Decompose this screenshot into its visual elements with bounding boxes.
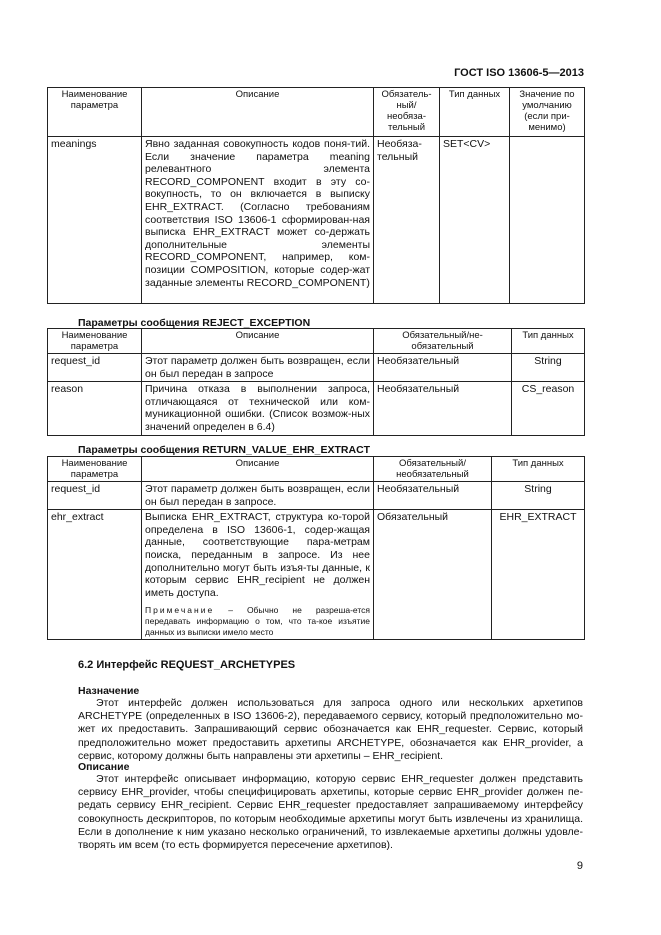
param-name: meanings [48, 137, 142, 304]
column-header: Тип данных [512, 329, 585, 354]
column-header: Описание [142, 457, 374, 482]
param-name: request_id [48, 354, 142, 382]
column-header: Тип данных [440, 88, 510, 137]
column-header: Наименование параметра [48, 329, 142, 354]
purpose-text: Этот интерфейс должен использоваться для запроса одного или нескольких архетипов ARCHETYPE (определенных в ISO 13606-2), передаваемого сервису, который предположительно мо-жет их предоставить. Запрашивающий сервис обозначается как EHR_requester. Сервис, который предположительно может предоставить архетипы ARCHETYPE, обозначается как EHR_provider, а сервис, которому должны быть направлены эти архетипы – EHR_recipient. [78, 697, 583, 762]
column-header: Обязатель-ный/ необяза-тельный [374, 88, 440, 137]
table-row [48, 510, 585, 640]
table-row [48, 482, 585, 510]
param-type: SET<CV> [440, 137, 510, 304]
return-value-title: Параметры сообщения RETURN_VALUE_EHR_EXTRACT [78, 444, 371, 456]
return-value-table [47, 456, 585, 640]
note [145, 605, 370, 638]
page-number: 9 [576, 860, 583, 872]
param-default [510, 137, 585, 304]
purpose-heading: Назначение [78, 685, 140, 697]
reject-exception-title: Параметры сообщения REJECT_EXCEPTION [78, 317, 311, 329]
table-row [48, 382, 585, 435]
parameters-table-continued [47, 87, 585, 304]
param-obligation: Необязательный [374, 382, 512, 435]
description-text: Этот интерфейс описывает информацию, которую сервис EHR_requester должен представить сервису EHR_provider, чтобы специфицировать архетипы, которые сервис EHR_provider должен пе-редать сервису EHR_recipient. Сервис EHR_requester предоставляет запрашиваемому интерфейсу совокупность дескрипторов, по которым необходимые архетипы могут быть извлечены из хранилища. Если в дополнение к ним указано несколько ограничений, то извлекаемые архетипы должны удовле-творять им всем (то есть формируется пересечение архетипов). [78, 773, 583, 852]
param-description: Явно заданная совокупность кодов поня-тий. Если значение параметра meaning релевантного элемента RECORD_COMPONENT входит в эту со-вокупность, то он включается в выписку EHR_EXTRACT. (Согласно требованиям соответствия ISO 13606-1 сформирован-ная выписка EHR_EXTRACT может со-держать дополнительные элементы RECORD_COMPONENT, например, ком-позиции COMPOSITION, которые содер-жат заданные элементы RECORD_COMPONENT) [142, 137, 374, 304]
param-name: request_id [48, 482, 142, 510]
column-header: Описание [142, 329, 374, 354]
column-header: Наименование параметра [48, 457, 142, 482]
param-type: CS_reason [512, 382, 585, 435]
column-header: Наименование параметра [48, 88, 142, 137]
param-type: EHR_EXTRACT [492, 510, 585, 640]
param-name: ehr_extract [48, 510, 142, 640]
table-row [48, 354, 585, 382]
table-header-row [48, 329, 585, 354]
param-type: String [492, 482, 585, 510]
param-type: String [512, 354, 585, 382]
param-description: Причина отказа в выполнении запроса, отличающаяся от технической или ком-муникационной ошибки. (Список возмож-ных значений определен в 6.4) [142, 382, 374, 435]
param-name: reason [48, 382, 142, 435]
param-obligation: Необязательный [374, 354, 512, 382]
param-description: Этот параметр должен быть возвращен, если он был передан в запросе. [142, 482, 374, 510]
table-row [48, 137, 585, 304]
note-text: – Обычно не разреша-ется передавать информацию о том, что та-кое изъятие данных из выписки имело место [145, 605, 370, 638]
document-header: ГОСТ ISO 13606-5—2013 [454, 67, 584, 79]
table-header-row [48, 88, 585, 137]
param-description: Выписка EHR_EXTRACT, структура ко-торой определена в ISO 13606-1, содер-жащая данные, соответствующие пара-метрам поиска, переданным в запросе. Из нее дополнительно могут быть изъя-ты данные, к которым сервис EHR_recipient не должен иметь доступа. [145, 511, 370, 599]
column-header: Обязательный/не-обязательный [374, 329, 512, 354]
param-obligation: Необязательный [374, 482, 492, 510]
param-obligation: Обязательный [374, 510, 492, 640]
column-header: Обязательный/ необязательный [374, 457, 492, 482]
column-header: Описание [142, 88, 374, 137]
param-obligation: Необяза-тельный [374, 137, 440, 304]
table-header-row [48, 457, 585, 482]
purpose-paragraph [78, 697, 583, 763]
column-header: Значение по умолчанию (если при-менимо) [510, 88, 585, 137]
column-header: Тип данных [492, 457, 585, 482]
param-description: Этот параметр должен быть возвращен, если он был передан в запросе [142, 354, 374, 382]
description-paragraph [78, 773, 583, 852]
note-label: Примечание [145, 605, 215, 616]
description-heading: Описание [78, 761, 130, 773]
reject-exception-table [47, 328, 585, 436]
param-description-cell [142, 510, 374, 640]
section-heading: 6.2 Интерфейс REQUEST_ARCHETYPES [78, 659, 296, 671]
